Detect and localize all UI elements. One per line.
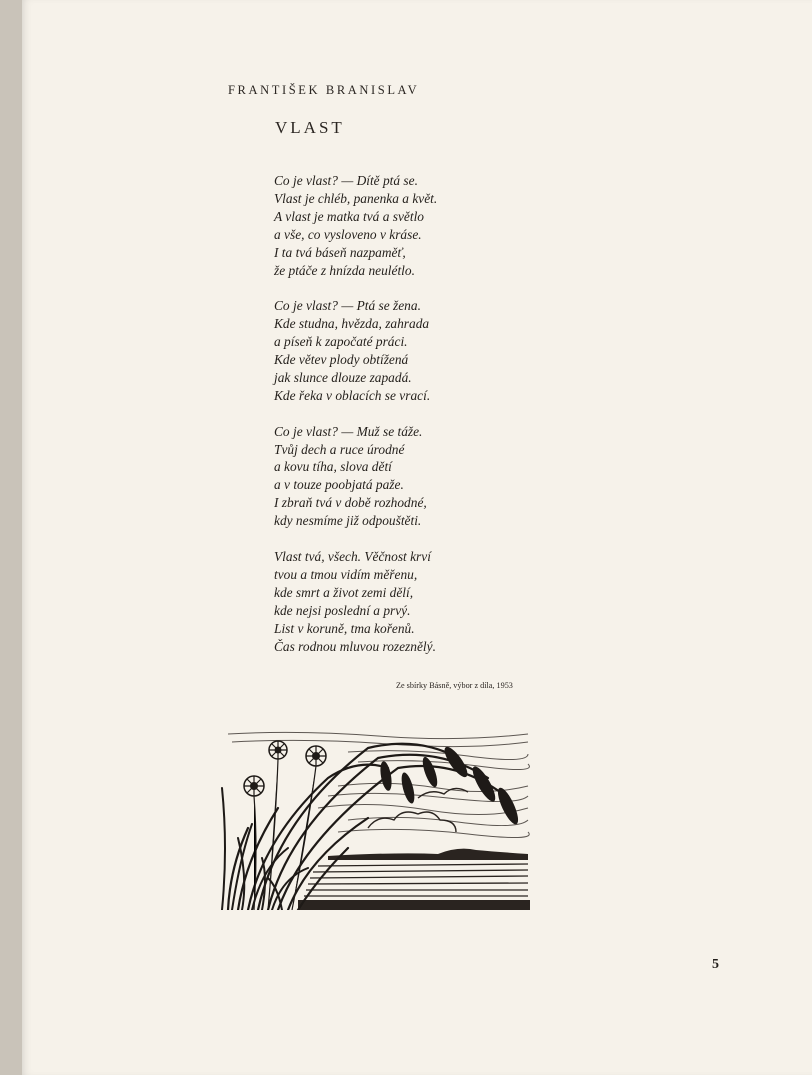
author-name: FRANTIŠEK BRANISLAV (228, 83, 420, 97)
poem-line: a vše, co vysloveno v kráse. (274, 226, 422, 242)
poem-line: a v touze poobjatá paže. (274, 477, 404, 493)
poem-title: VLAST (275, 118, 345, 137)
stanza-3 (274, 423, 604, 530)
poem-line: Co je vlast? — Muž se táže. (274, 423, 423, 439)
book-page (22, 0, 812, 1075)
poem-line: I ta tvá báseň nazpaměť, (274, 244, 406, 260)
poem-line: Co je vlast? — Ptá se žena. (274, 298, 421, 314)
poem-line: kde smrt a život zemi dělí, (274, 584, 414, 600)
poem-line: kdy nesmíme již odpouštěti. (274, 513, 422, 529)
poem-line: tvou a tmou vidím měřenu, (274, 566, 418, 582)
poem-line: kde nejsi poslední a prvý. (274, 602, 411, 618)
poem-line: Kde řeka v oblacích se vrací. (274, 387, 431, 403)
poem-line: jak slunce dlouze zapadá. (274, 369, 412, 385)
poem-line: Čas rodnou mluvou rozeznělý. (274, 638, 436, 654)
poem-line: Kde větev plody obtížená (274, 352, 409, 368)
poem-line: Vlast tvá, všech. Věčnost krví (274, 548, 431, 564)
poem-line: a kovu tíha, slova dětí (274, 459, 392, 475)
poem-line: Tvůj dech a ruce úrodné (274, 441, 405, 457)
poem-body (274, 172, 604, 673)
poem-line: I zbraň tvá v době rozhodné, (274, 495, 427, 511)
poem-line: že ptáče z hnízda neulétlo. (274, 262, 415, 278)
page-number: 5 (712, 957, 719, 972)
stanza-4 (274, 548, 604, 655)
wheat-field-woodcut-icon (218, 728, 530, 910)
poem-line: Vlast je chléb, panenka a květ. (274, 190, 438, 206)
poem-line: Kde studna, hvězda, zahrada (274, 316, 430, 332)
stanza-1 (274, 172, 604, 279)
poem-line: a píseň k započaté práci. (274, 334, 408, 350)
source-note: Ze sbírky Básně, výbor z díla, 1953 (396, 681, 513, 690)
poem-line: A vlast je matka tvá a světlo (274, 208, 424, 224)
poem-line: Co je vlast? — Dítě ptá se. (274, 173, 418, 188)
poem-line: List v koruně, tma kořenů. (274, 620, 415, 636)
stanza-2 (274, 297, 604, 404)
